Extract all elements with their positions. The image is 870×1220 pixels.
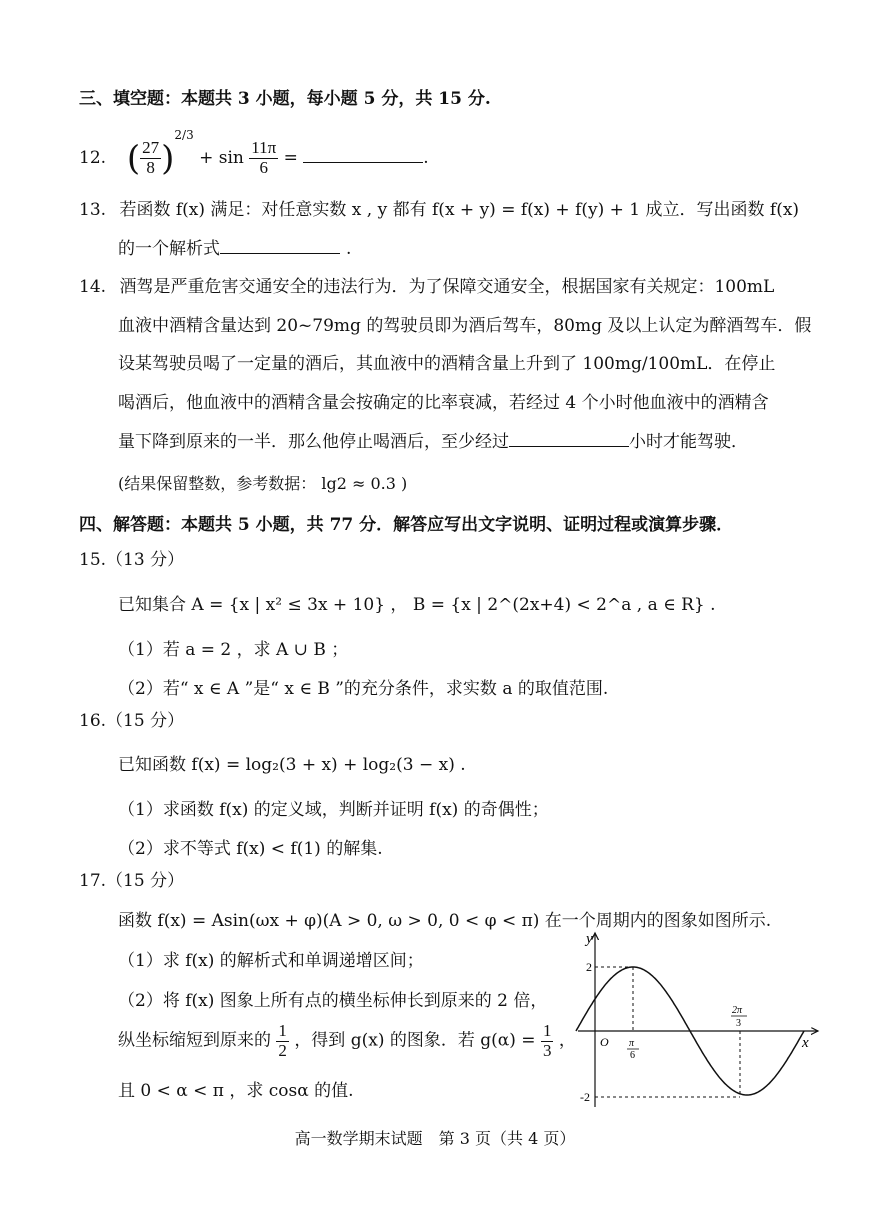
question-16-number: 16.（15 分） xyxy=(79,711,185,731)
question-17-part2-line2: 纵坐标缩短到原来的 $\frac{1}{2}$ ，得到 g(x) 的图象．若 g(α) = $\frac{1}{3}$ ， xyxy=(118,1021,576,1060)
equals-sign: = xyxy=(283,148,298,168)
page-footer: 高一数学期末试题 第 3 页（共 4 页） xyxy=(294,1129,576,1148)
y-axis-label: y xyxy=(586,931,593,947)
question-17-part1: （1）求 f(x) 的解析式和单调递增区间； xyxy=(118,951,424,971)
answer-blank[interactable] xyxy=(303,161,423,163)
exponent: 2/3 xyxy=(174,128,194,142)
section-3-heading: 三、填空题：本题共 3 小题，每小题 5 分，共 15 分. xyxy=(79,89,491,109)
fraction-one-half: $\frac{1}{2}$ xyxy=(278,1021,287,1060)
tick-pi-6-den: 6 xyxy=(630,1050,635,1061)
question-17-stem: 函数 f(x) = Asin(ωx + φ)(A > 0, ω > 0, 0 < φ < π) 在一个周期内的图象如图所示. xyxy=(118,911,772,931)
question-text: 若函数 f(x) 满足：对任意实数 x , y 都有 f(x + y) = f(x) + f(y) + 1 成立．写出函数 f(x) xyxy=(119,200,800,220)
origin-label: O xyxy=(600,1035,609,1049)
question-12: 12. ( $\frac{27}{8}$ )$^{2/3}$ + sin $\frac{11\pi}{6}$ = . xyxy=(79,128,429,179)
question-14-line5: 量下降到原来的一半．那么他停止喝酒后，至少经过 小时才能驾驶． xyxy=(118,432,748,452)
question-13-line2: 的一个解析式 . xyxy=(118,239,352,259)
tick-2pi-3-den: 3 xyxy=(736,1018,741,1029)
y-max-label: 2 xyxy=(586,960,592,974)
tick-2pi-3-num: 2π xyxy=(732,1005,743,1016)
question-14-line3: 设某驾驶员喝了一定量的酒后，其血液中的酒精含量上升到了 100mg/100mL．在停止 xyxy=(118,354,776,374)
question-17-number: 17.（15 分） xyxy=(79,871,185,891)
fraction-11pi-6: $\frac{11\pi}{6}$ xyxy=(251,138,277,177)
question-17-part2-line1: （2）将 f(x) 图象上所有点的横坐标伸长到原来的 2 倍， xyxy=(118,991,548,1011)
question-14-note: (结果保留整数，参考数据： lg2 ≈ 0.3 ) xyxy=(118,474,408,493)
question-15-part2: （2）若“ x ∈ A ”是“ x ∈ B ”的充分条件，求实数 a 的取值范围. xyxy=(118,679,609,699)
x-axis-label: x xyxy=(802,1035,809,1051)
answer-blank[interactable] xyxy=(509,445,629,447)
question-number: 13. xyxy=(79,200,107,220)
tick-pi-6-num: π xyxy=(629,1038,635,1049)
question-13-line1 xyxy=(79,195,799,220)
question-16-stem: 已知函数 f(x) = log₂(3 + x) + log₂(3 − x) . xyxy=(118,755,466,775)
fraction-one-third: $\frac{1}{3}$ xyxy=(542,1021,552,1060)
question-15-stem: 已知集合 A = {x | x² ≤ 3x + 10} ， B = {x | 2^(2x+4) < 2^a , a ∈ R} . xyxy=(118,595,716,615)
answer-blank[interactable] xyxy=(220,252,340,254)
question-14-line4: 喝酒后，他血液中的酒精含量会按确定的比率衰减，若经过 4 个小时他血液中的酒精含 xyxy=(118,393,769,413)
question-16-part2: （2）求不等式 f(x) < f(1) 的解集. xyxy=(118,839,383,859)
sine-graph xyxy=(570,925,830,1115)
y-min-label: -2 xyxy=(580,1090,590,1104)
question-14-line2: 血液中酒精含量达到 20~79mg 的驾驶员即为酒后驾车，80mg 及以上认定为醉酒驾车．假 xyxy=(118,316,812,336)
sin-text: + sin xyxy=(199,148,244,168)
question-17-part2-line3: 且 0 < α < π ，求 cosα 的值. xyxy=(118,1081,354,1101)
question-15-number: 15.（13 分） xyxy=(79,550,185,570)
section-4-heading: 四、解答题：本题共 5 小题，共 77 分．解答应写出文字说明、证明过程或演算步骤． xyxy=(79,515,734,535)
question-15-part1: （1）若 a = 2 ，求 A ∪ B ； xyxy=(118,640,349,660)
question-number: 12. xyxy=(79,148,107,168)
question-16-part1: （1）求函数 f(x) 的定义域，判断并证明 f(x) 的奇偶性； xyxy=(118,800,549,820)
fraction-27-8: $\frac{27}{8}$ xyxy=(142,138,160,177)
question-number: 14. xyxy=(79,277,107,297)
question-14-line1: 14. 酒驾是严重危害交通安全的违法行为．为了保障交通安全，根据国家有关规定：100mL xyxy=(79,277,775,297)
